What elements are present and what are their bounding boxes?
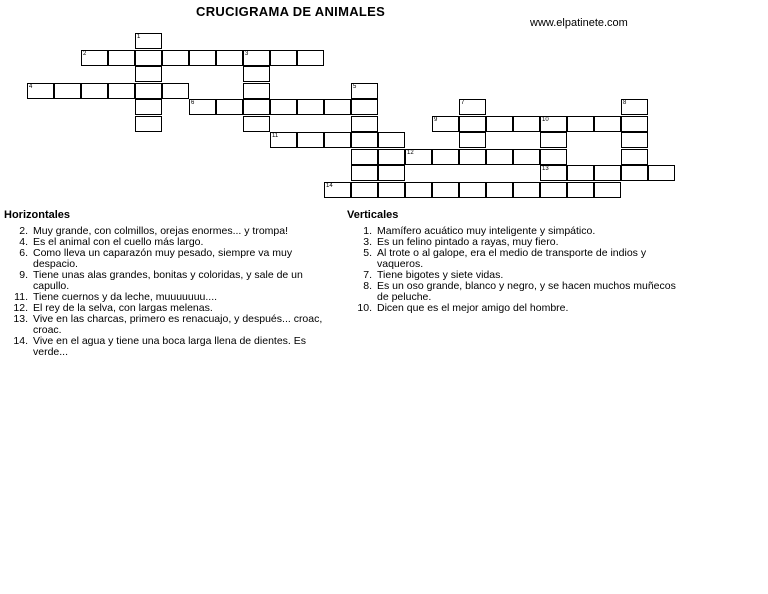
grid-cell[interactable] <box>108 83 135 99</box>
clue-number: 11 <box>272 133 279 139</box>
grid-cell[interactable] <box>459 132 486 148</box>
grid-cell[interactable] <box>243 83 270 99</box>
grid-cell[interactable] <box>621 165 648 181</box>
clue-number: 13 <box>542 166 549 172</box>
clue-v-10: 10. Dicen que es el mejor amigo del hombre. <box>357 302 569 314</box>
clue-number: 2 <box>83 50 87 57</box>
grid-cell[interactable] <box>162 83 189 99</box>
grid-cell[interactable] <box>243 66 270 82</box>
grid-cell[interactable] <box>459 182 486 198</box>
grid-cell[interactable] <box>594 182 621 198</box>
page-title: CRUCIGRAMA DE ANIMALES <box>196 4 386 19</box>
grid-cell[interactable] <box>405 182 432 198</box>
clue-h-11: 11. Tiene cuernos y da leche, muuuuuuu.... <box>14 291 218 303</box>
clue-number: 1 <box>137 34 141 40</box>
crossword-grid <box>0 0 768 200</box>
clue-h-13: 13. Vive en las charcas, primero es renacuajo, y después... croac, croac. <box>13 313 323 336</box>
grid-cell[interactable] <box>648 165 675 181</box>
grid-cell[interactable] <box>594 116 621 132</box>
grid-cell[interactable] <box>324 132 351 148</box>
grid-cell[interactable] <box>486 116 513 132</box>
grid-cell[interactable] <box>270 50 297 66</box>
grid-cell[interactable] <box>270 99 297 115</box>
clue-number: 9 <box>434 116 438 123</box>
grid-cell[interactable] <box>621 149 648 165</box>
grid-cell[interactable] <box>540 132 567 148</box>
grid-cell[interactable] <box>324 99 351 115</box>
grid-cell[interactable] <box>243 99 270 115</box>
grid-cell[interactable] <box>594 165 621 181</box>
grid-cell[interactable] <box>351 149 378 165</box>
grid-cell[interactable] <box>459 149 486 165</box>
grid-cell[interactable] <box>567 182 594 198</box>
clue-h-2: 2. Muy grande, con colmillos, orejas enormes... y trompa! <box>19 225 289 237</box>
clue-number: 5 <box>353 83 357 90</box>
horizontal-heading: Horizontales <box>4 209 71 221</box>
clue-v-7: 7. Tiene bigotes y siete vidas. <box>363 269 504 281</box>
grid-cell[interactable] <box>459 116 486 132</box>
clue-v-5: 5. Al trote o al galope, era el medio de transporte de indios y vaqueros. <box>363 247 647 270</box>
horizontal-clues <box>0 226 330 358</box>
clue-v-8: 8. Es un oso grande, blanco y negro, y se hacen muchos muñecos de peluche. <box>363 280 676 303</box>
grid-cell[interactable] <box>378 182 405 198</box>
grid-cell[interactable] <box>297 99 324 115</box>
grid-cell[interactable] <box>351 116 378 132</box>
grid-cell[interactable] <box>243 116 270 132</box>
clue-number: 4 <box>29 83 33 90</box>
vertical-heading: Verticales <box>347 209 399 221</box>
clue-h-9: 9. Tiene unas alas grandes, bonitas y coloridas, y sale de un capullo. <box>19 269 303 292</box>
clue-number: 3 <box>245 50 249 57</box>
grid-cell[interactable] <box>54 83 81 99</box>
grid-cell[interactable] <box>135 99 162 115</box>
clue-number: 12 <box>407 149 414 156</box>
grid-cell[interactable] <box>540 149 567 165</box>
clue-number: 14 <box>326 182 333 189</box>
grid-cell[interactable] <box>486 149 513 165</box>
grid-cell[interactable] <box>513 182 540 198</box>
clue-h-14: 14. Vive en el agua y tiene una boca larga llena de dientes. Es verde... <box>13 335 306 358</box>
grid-cell[interactable] <box>351 182 378 198</box>
vertical-clues <box>344 226 684 314</box>
grid-cell[interactable] <box>216 99 243 115</box>
grid-cell[interactable] <box>135 116 162 132</box>
grid-cell[interactable] <box>81 83 108 99</box>
clue-number: 8 <box>623 100 627 106</box>
clue-h-6: 6. Como lleva un caparazón muy pesado, siempre va muy despacio. <box>19 247 293 270</box>
site-url: www.elpatinete.com <box>530 17 628 29</box>
grid-cell[interactable] <box>351 99 378 115</box>
grid-cell[interactable] <box>513 116 540 132</box>
grid-cell[interactable] <box>135 83 162 99</box>
clue-h-4: 4. Es el animal con el cuello más largo. <box>19 236 204 248</box>
grid-cell[interactable] <box>216 50 243 66</box>
grid-cell[interactable] <box>351 165 378 181</box>
grid-cell[interactable] <box>432 149 459 165</box>
grid-cell[interactable] <box>567 165 594 181</box>
grid-cell[interactable] <box>135 50 162 66</box>
clue-v-3: 3. Es un felino pintado a rayas, muy fiero. <box>363 236 559 248</box>
grid-cell[interactable] <box>135 66 162 82</box>
grid-cell[interactable] <box>621 116 648 132</box>
grid-cell[interactable] <box>351 132 378 148</box>
grid-cell[interactable] <box>162 50 189 66</box>
grid-cell[interactable] <box>189 50 216 66</box>
grid-cell[interactable] <box>540 182 567 198</box>
grid-cell[interactable] <box>378 165 405 181</box>
grid-cell[interactable] <box>297 132 324 148</box>
clue-number: 6 <box>191 100 195 106</box>
clue-number: 7 <box>461 100 465 106</box>
grid-cell[interactable] <box>513 149 540 165</box>
grid-cell[interactable] <box>378 132 405 148</box>
grid-cell[interactable] <box>432 182 459 198</box>
grid-cell[interactable] <box>378 149 405 165</box>
grid-cell[interactable] <box>567 116 594 132</box>
grid-cell[interactable] <box>297 50 324 66</box>
grid-cell[interactable] <box>621 132 648 148</box>
clue-h-12: 12. El rey de la selva, con largas melenas. <box>13 302 213 314</box>
grid-cell[interactable] <box>108 50 135 66</box>
grid-cell[interactable] <box>486 182 513 198</box>
clue-number: 10 <box>542 116 549 123</box>
clue-v-1: 1. Mamífero acuático muy inteligente y simpático. <box>363 225 596 237</box>
